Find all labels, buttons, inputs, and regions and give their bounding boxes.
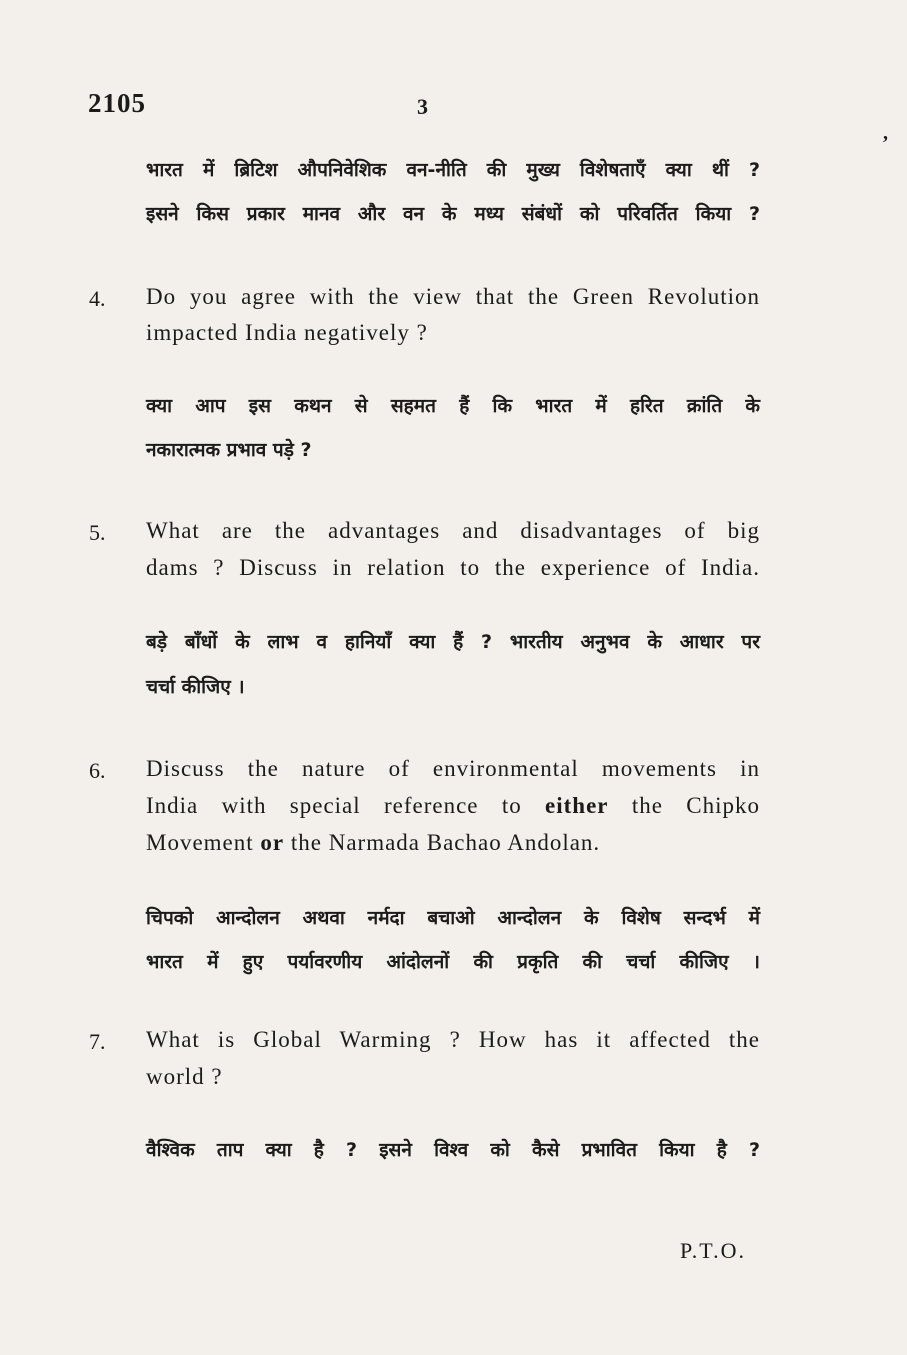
question-6-hindi-line-1 xyxy=(146,904,760,930)
question-7-english-line-1: What is Global Warming ? How has it affected the xyxy=(146,1027,760,1052)
question-5-hindi-line-1: बड़े बाँधों के लाभ व हानियाँ क्या हैं ? भारतीय अनुभव के आधार पर xyxy=(146,631,760,653)
question-6-english-line-3 xyxy=(146,830,600,856)
question-6-hindi-line-2: भारत में हुए पर्यावरणीय आंदोलनों की प्रकृति की चर्चा कीजिए । xyxy=(146,951,760,973)
corner-mark: ’ xyxy=(882,132,889,154)
question-6-english-line-2 xyxy=(146,793,760,819)
question-4-hindi-line-2: नकारात्मक प्रभाव पड़े ? xyxy=(146,439,312,461)
question-6-english-line-2-pre: India with special reference to xyxy=(146,793,546,818)
intro-hindi-line-2: इसने किस प्रकार मानव और वन के मध्य संबंधों को परिवर्तित किया ? xyxy=(146,203,760,225)
question-5-english-line-1: What are the advantages and disadvantages of big xyxy=(146,518,760,543)
question-number-6: 6. xyxy=(89,758,106,783)
question-6-english-line-2-post: the Chipko xyxy=(608,793,760,818)
question-6-either-emphasis: either xyxy=(545,793,609,818)
question-number-7: 7. xyxy=(89,1029,106,1054)
question-7-english-line-2: world ? xyxy=(146,1064,223,1089)
question-6-english-line-3-post: the Narmada Bachao Andolan. xyxy=(284,830,601,855)
question-4-english-line-1: Do you agree with the view that the Green Revolution xyxy=(146,284,760,309)
question-6-or-emphasis: or xyxy=(260,830,285,855)
question-5-english-line-2: dams ? Discuss in relation to the experience of India. xyxy=(146,555,760,580)
intro-hindi-line-1: भारत में ब्रिटिश औपनिवेशिक वन-नीति की मुख्य विशेषताएँ क्या थीं ? xyxy=(146,159,760,181)
question-6-english-line-1: Discuss the nature of environmental movements in xyxy=(146,756,760,781)
question-6-hindi-line-1-pre: चिपको आन्दोलन xyxy=(146,907,303,929)
question-4-english-line-2: impacted India negatively ? xyxy=(146,320,428,345)
page-number: 3 xyxy=(417,94,428,119)
question-6-athva-emphasis: अथवा xyxy=(302,907,345,929)
question-6-english-line-3-pre: Movement xyxy=(146,830,261,855)
paper-code: 2105 xyxy=(88,88,146,118)
question-7-hindi-line-1: वैश्विक ताप क्या है ? इसने विश्व को कैसे प्रभावित किया है ? xyxy=(146,1139,760,1161)
question-number-4: 4. xyxy=(89,286,106,311)
question-4-hindi-line-1: क्या आप इस कथन से सहमत हैं कि भारत में हरित क्रांति के xyxy=(146,395,760,417)
question-6-hindi-line-1-post: नर्मदा बचाओ आन्दोलन के विशेष सन्दर्भ में xyxy=(344,907,760,929)
question-number-5: 5. xyxy=(89,520,106,545)
question-5-hindi-line-2: चर्चा कीजिए । xyxy=(146,676,245,698)
please-turn-over: P.T.O. xyxy=(680,1238,746,1263)
